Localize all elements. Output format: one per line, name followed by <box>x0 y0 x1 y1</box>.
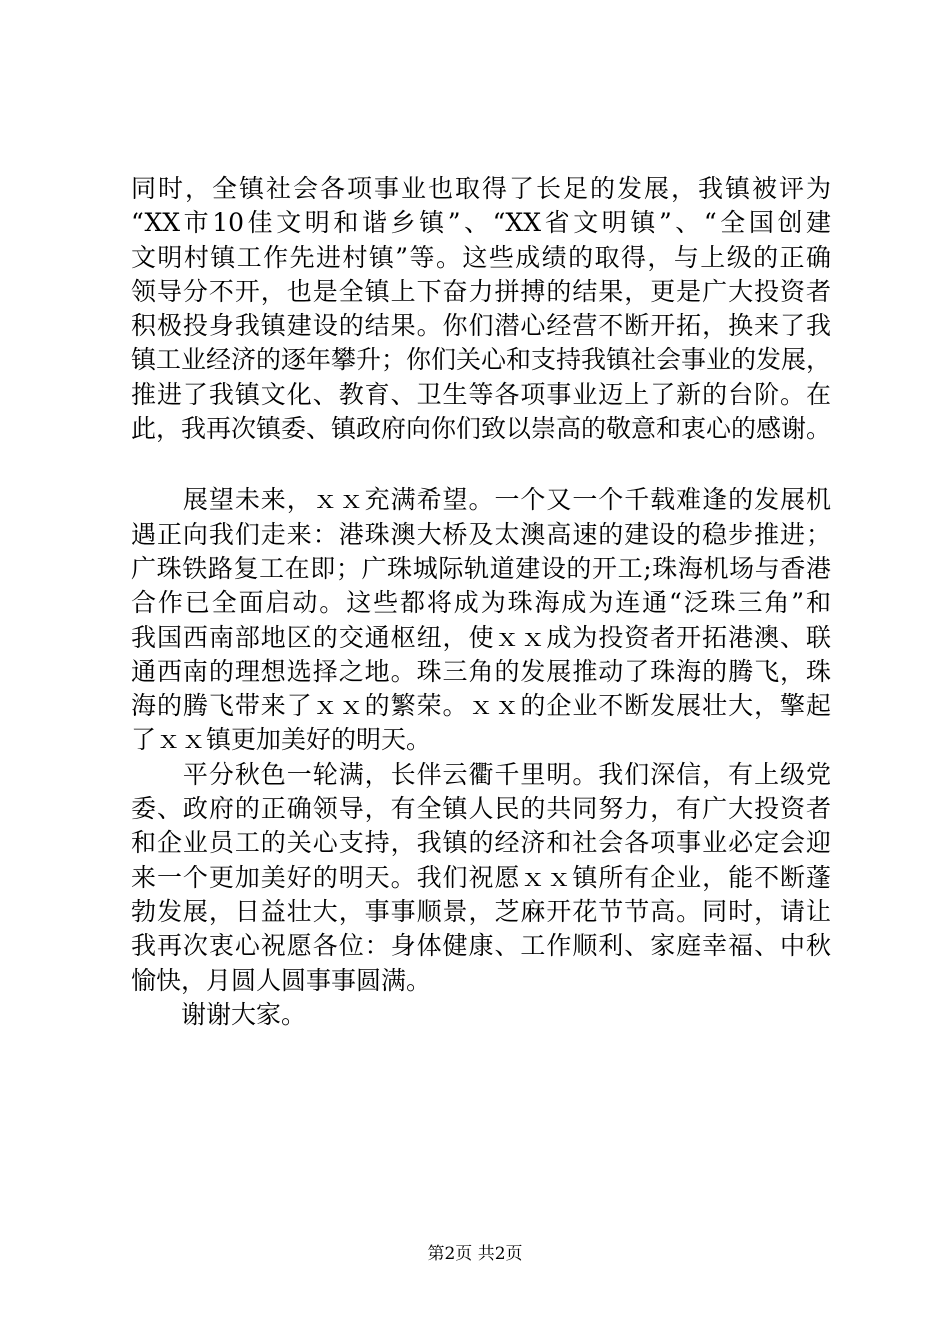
text-line: 来一个更加美好的明天。我们祝愿ｘｘ镇所有企业，能不断蓬 <box>131 862 831 892</box>
text-line: 合作已全面启动。这些都将成为珠海成为连通“泛珠三角”和 <box>131 588 831 618</box>
text-line: 平分秋色一轮满，长伴云衢千里明。我们深信，有上级党 <box>131 759 831 789</box>
page-footer: 第2页 共2页 <box>427 1244 523 1264</box>
text-line: 此，我再次镇委、镇政府向你们致以崇高的敬意和衷心的感谢。 <box>131 414 832 444</box>
text-line: 领导分不开，也是全镇上下奋力拼搏的结果，更是广大投资者 <box>131 276 831 306</box>
paragraph-3 <box>131 758 831 998</box>
text-line: 镇工业经济的逐年攀升；你们关心和支持我镇社会事业的发展， <box>131 345 832 375</box>
text-line: 通西南的理想选择之地。珠三角的发展推动了珠海的腾飞，珠 <box>131 656 831 686</box>
text-line: 积极投身我镇建设的结果。你们潜心经营不断开拓，换来了我 <box>131 311 831 341</box>
text-line: 了ｘｘ镇更加美好的明天。 <box>131 725 432 755</box>
text-line: 谢谢大家。 <box>131 999 307 1029</box>
text-line: 我国西南部地区的交通枢纽，使ｘｘ成为投资者开拓港澳、联 <box>131 622 831 652</box>
text-line: 和企业员工的关心支持，我镇的经济和社会各项事业必定会迎 <box>131 828 831 858</box>
paragraph-4 <box>131 998 831 1032</box>
text-line: 委、政府的正确领导，有全镇人民的共同努力，有广大投资者 <box>131 794 831 824</box>
text-line: 我再次衷心祝愿各位：身体健康、工作顺利、家庭幸福、中秋 <box>131 931 831 961</box>
text-line: “XX市10佳文明和谐乡镇”、“XX省文明镇”、“全国创建 <box>131 208 831 238</box>
text-line: 海的腾飞带来了ｘｘ的繁荣。ｘｘ的企业不断发展壮大，擎起 <box>131 691 831 721</box>
text-line: 展望未来，ｘｘ充满希望。一个又一个千载难逢的发展机 <box>131 485 831 515</box>
text-line: 同时，全镇社会各项事业也取得了长足的发展，我镇被评为 <box>131 174 831 203</box>
paragraph-2 <box>131 483 831 757</box>
text-line: 推进了我镇文化、教育、卫生等各项事业迈上了新的台阶。在 <box>131 379 831 409</box>
text-line: 愉快，月圆人圆事事圆满。 <box>131 965 432 995</box>
text-line: 文明村镇工作先进村镇”等。这些成绩的取得，与上级的正确 <box>131 242 831 272</box>
paragraph-spacer <box>131 446 831 483</box>
text-line: 遇正向我们走来：港珠澳大桥及太澳高速的建设的稳步推进； <box>131 519 831 549</box>
paragraph-1 <box>131 172 831 446</box>
document-body <box>131 172 831 1032</box>
text-line: 勃发展，日益壮大，事事顺景，芝麻开花节节高。同时，请让 <box>131 896 831 926</box>
text-line: 广珠铁路复工在即；广珠城际轨道建设的开工;珠海机场与香港 <box>131 553 831 583</box>
